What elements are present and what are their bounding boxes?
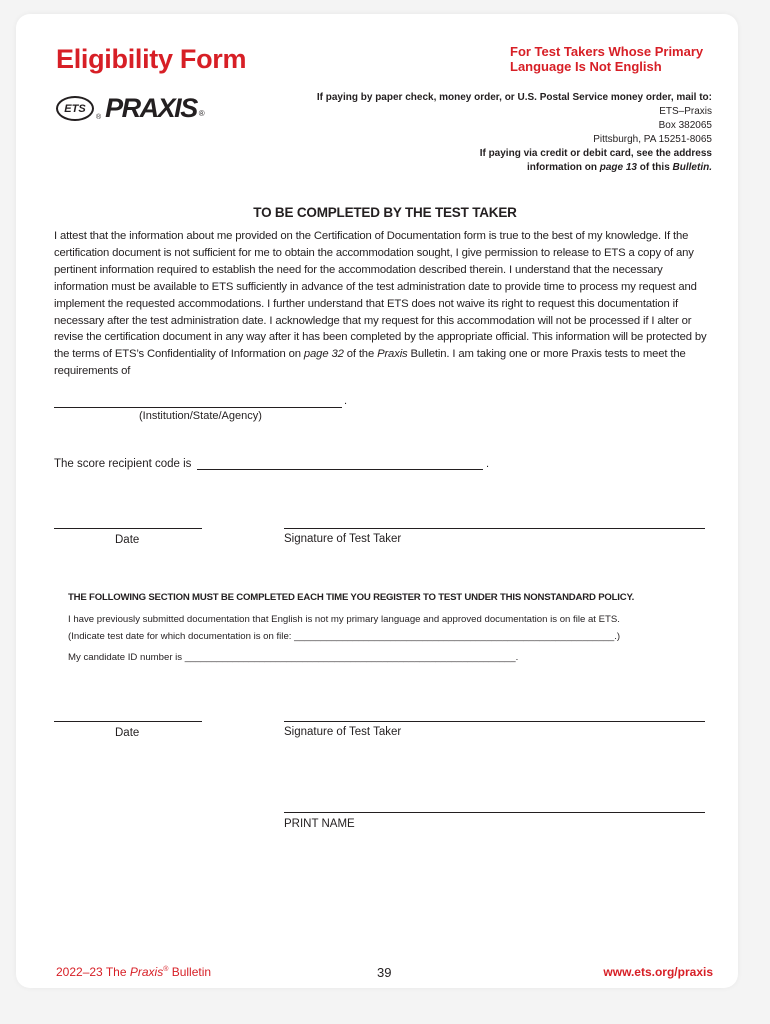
footer-edition-prefix: 2022–23 The (56, 965, 130, 979)
score-period: . (486, 458, 490, 470)
nonstandard-policy-notice: THE FOLLOWING SECTION MUST BE COMPLETED EACH TIME YOU REGISTER TO TEST UNDER THIS NONSTANDARD POLICY. (68, 592, 635, 603)
institution-label: (Institution/State/Agency) (139, 410, 262, 422)
date-label: Date (115, 534, 140, 546)
mail-line-4: Pittsburgh, PA 15251-8065 (593, 134, 712, 145)
score-recipient-label: The score recipient code is (54, 458, 192, 470)
print-name-input-line[interactable] (284, 812, 705, 813)
footer-edition (56, 965, 211, 979)
ets-logo-icon (56, 96, 94, 121)
documentation-statement: I have previously submitted documentation that English is not my primary language and approved documentation is on file at ETS. (68, 614, 620, 625)
praxis-wordmark: PRAXIS (105, 93, 197, 123)
mail-line-6-mid: of this (636, 162, 673, 173)
mail-line-6 (317, 161, 712, 175)
form-title: Eligibility Form (56, 44, 247, 74)
mailing-instructions (317, 91, 712, 175)
candidate-id-line: My candidate ID number is ______________________________________________________________. (68, 652, 519, 663)
footer-url-link[interactable]: www.ets.org/praxis (603, 965, 713, 979)
ets-registered-mark: ® (96, 114, 102, 121)
attestation-praxis: Praxis (377, 348, 408, 361)
page-number: 39 (377, 965, 392, 980)
institution-input-line[interactable] (54, 407, 342, 408)
date-input-line[interactable] (54, 528, 202, 529)
institution-period: . (344, 395, 348, 407)
mail-line-2: ETS–Praxis (659, 106, 712, 117)
footer-edition-suffix: Bulletin (168, 965, 212, 979)
mail-line-3: Box 382065 (658, 120, 712, 131)
footer-edition-praxis: Praxis (129, 965, 164, 979)
footer-edition-reg: ® (163, 966, 169, 973)
signature-input-line-2[interactable] (284, 721, 705, 722)
attestation-of-the: of the (343, 348, 378, 361)
mail-line-6-prefix: information on (526, 162, 600, 173)
date-label-2: Date (115, 727, 140, 739)
print-name-label: PRINT NAME (284, 818, 355, 830)
date-input-line-2[interactable] (54, 721, 202, 722)
ets-praxis-logo (56, 93, 205, 124)
mail-line-6-page: page 13 (599, 162, 637, 173)
praxis-registered-mark: ® (198, 109, 205, 118)
attestation-page-ref: page 32 (303, 348, 344, 361)
signature-label-2: Signature of Test Taker (284, 726, 402, 738)
signature-label: Signature of Test Taker (284, 533, 402, 545)
attestation-end: Bulletin. I am taking one or more Praxis tests to meet the requirements of (54, 348, 686, 378)
attestation-paragraph (54, 228, 716, 380)
section-heading: TO BE COMPLETED BY THE TEST TAKER (253, 205, 517, 220)
mail-line-6-bulletin: Bulletin. (672, 162, 712, 173)
score-recipient-input-line[interactable] (197, 469, 483, 470)
subtitle-line-1: For Test Takers Whose Primary (510, 44, 704, 59)
form-subtitle (510, 44, 703, 74)
test-date-line: (Indicate test date for which documentation is on file: ____________________________________________________________.) (68, 631, 621, 642)
attestation-text: I attest that the information about me provided on the Certification of Documentation form is true to the best of my knowledge. If the certification document is not sufficient for me to obtain the accommodation sought, I give permission to release to ETS a copy of any pertinent information required to establish the need for the accommodation described therein. I understand that the necessary information must be available to ETS sufficiently in advance of the test administration date to provide time to process my request and implement the requested accommodations. I further understand that ETS does not waive its right to request this documentation if necessary after the test administration date. I acknowledge that my request for this accommodation will not be processed if I alter or revise the certification document in any way after it has been completed by the appropriate official. This information will be protected by the terms of ETS’s Confidentiality of Information on (54, 230, 707, 361)
signature-input-line[interactable] (284, 528, 705, 529)
ets-logo-text: ETS (64, 102, 86, 115)
subtitle-line-2: Language Is Not English (510, 59, 662, 74)
mail-line-5: If paying via credit or debit card, see the address (479, 148, 712, 159)
mail-line-1: If paying by paper check, money order, or U.S. Postal Service money order, mail to: (316, 92, 712, 103)
